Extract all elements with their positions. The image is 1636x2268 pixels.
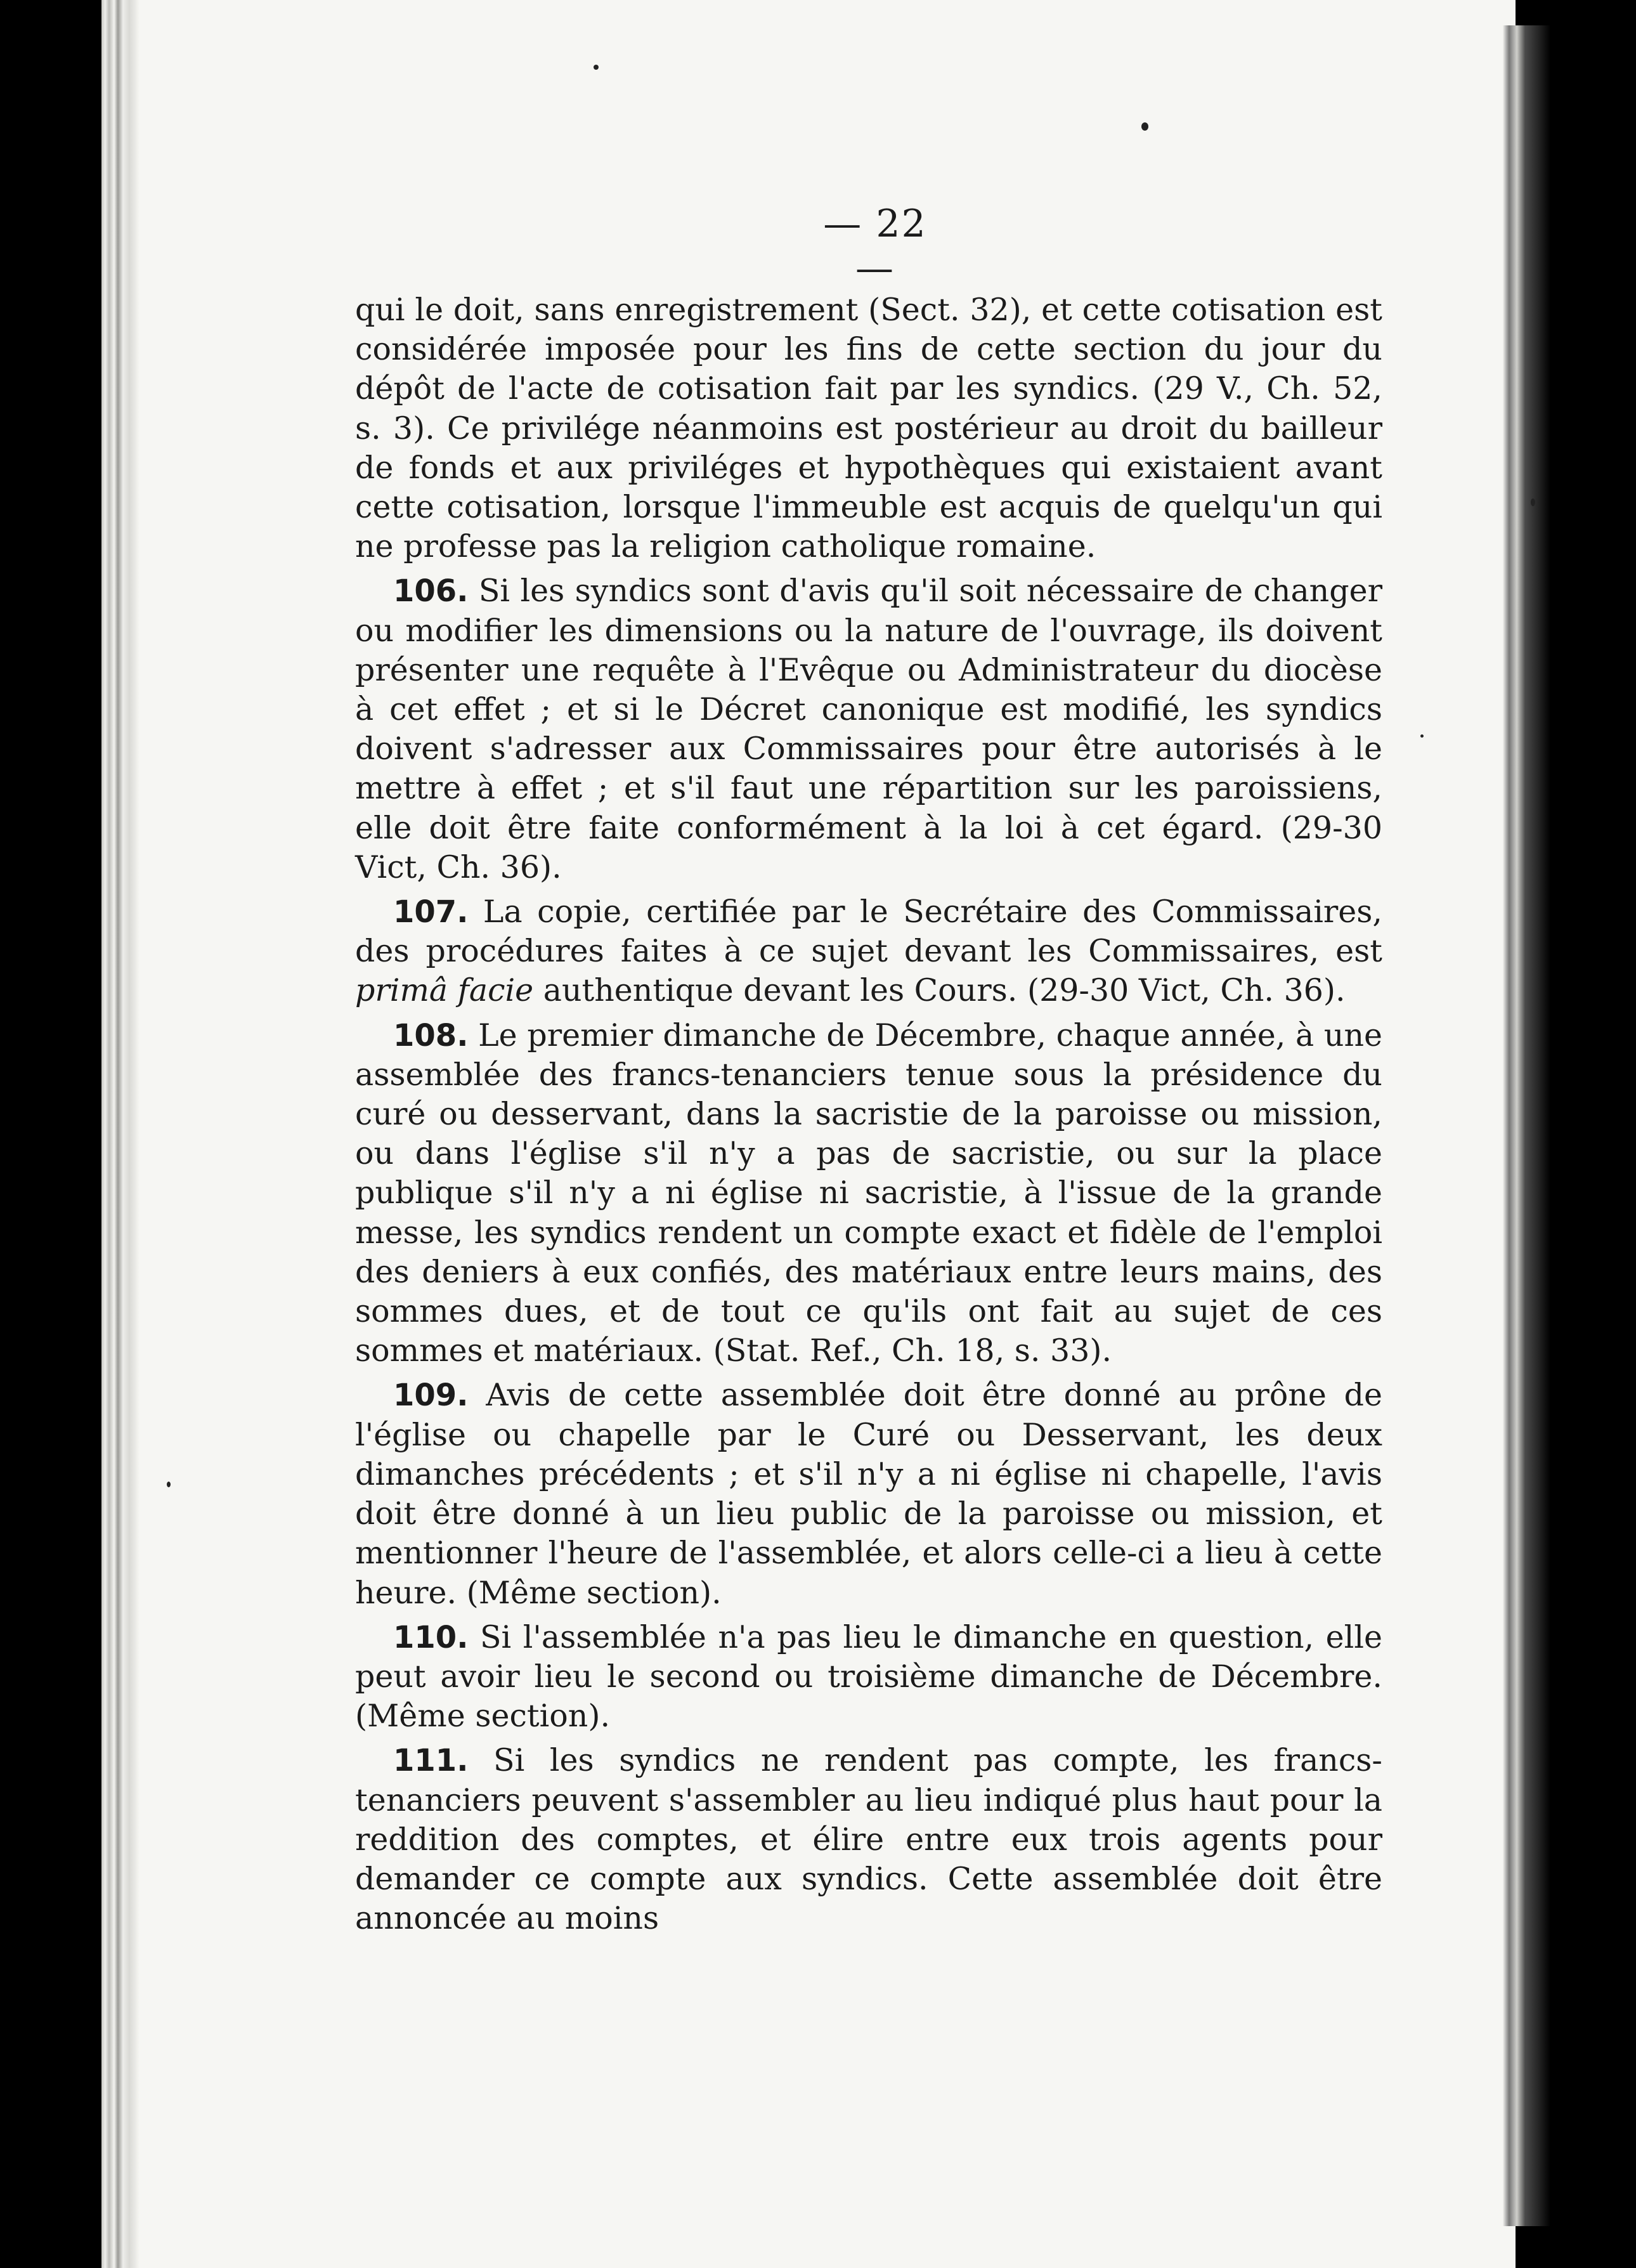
paragraph-text: Si l'assemblée n'a pas lieu le dimanche en question, elle peut avoir lieu le second ou troisième dimanche de Décembre. (Même section). — [355, 1619, 1382, 1735]
ink-speck — [1141, 122, 1148, 131]
paragraph-number: 110. — [393, 1619, 469, 1655]
paragraph-text: Si les syndics ne rendent pas compte, les francs-tenanciers peuvent s'assembler au lieu indiqué plus haut pour la reddition des comptes, et élire entre eux trois agents pour demander ce compte aux syndics. Cette assemblée doit être annoncée au moins — [355, 1742, 1382, 1937]
ink-speck — [594, 65, 599, 70]
paragraph-number: 106. — [393, 573, 469, 609]
book-spine — [101, 0, 140, 2268]
ink-speck — [1531, 499, 1535, 506]
paragraph-text: La copie, certifiée par le Secrétaire des Commissaires, des procédures faites à ce sujet devant les Commissaires, est — [355, 894, 1383, 970]
paragraph-text: authentique devant les Cours. (29-30 Vict, Ch. 36). — [543, 972, 1346, 1009]
page-edge — [1503, 25, 1550, 2226]
paragraph-number: 107. — [393, 894, 469, 930]
paragraph-text: Avis de cette assemblée doit être donné au prône de l'église ou chapelle par le Curé ou Desservant, les deux dimanches précédents ; et s'il n'y a ni église ni chapelle, l'avis doit être donné à un lieu public de la paroisse ou mission, et mentionner l'heure de l'assemblée, et alors celle-ci a lieu à cette heure. (Même section). — [355, 1377, 1383, 1611]
ink-speck — [1420, 734, 1424, 738]
body-text — [355, 190, 1382, 1943]
paragraph-number: 108. — [393, 1017, 469, 1053]
paragraph-text: qui le doit, sans enregistrement (Sect. 32), et cette cotisation est considérée imposée pour les fins de cette section du jour du dépôt de l'acte de cotisation fait par les syndics. (29 V., Ch. 52, s. 3). Ce privilége néanmoins est postérieur au droit du bailleur de fonds et aux priviléges et hypothèques qui existaient avant cette cotisation, lorsque l'immeuble est acquis de quelqu'un qui ne professe pas la religion catholique romaine. — [355, 292, 1382, 565]
paragraph-110 — [355, 1618, 1382, 1737]
paragraph-107 — [355, 892, 1382, 1011]
paragraph-108 — [355, 1016, 1382, 1371]
page-number: — 22 — — [823, 202, 927, 290]
ink-speck — [167, 1482, 171, 1487]
paragraph-text: Le premier dimanche de Décembre, chaque année, à une assemblée des francs-tenanciers tenue sous la présidence du curé ou desservant, dans la sacristie de la paroisse ou mission, ou dans l'église s'il n'y a pas de sacristie, ou sur la place publique s'il n'y a ni église ni sacristie, à l'issue de la grande messe, les syndics rendent un compte exact et fidèle de l'emploi des deniers à eux confiés, des matériaux entre leurs mains, des sommes dues, et de tout ce qu'ils ont fait au sujet de ces sommes et matériaux. (Stat. Ref., Ch. 18, s. 33). — [355, 1017, 1383, 1369]
paragraph-continuation — [355, 290, 1382, 566]
paragraph-109 — [355, 1376, 1382, 1612]
italic-phrase: primâ facie — [355, 972, 534, 1009]
paragraph-number: 109. — [393, 1378, 469, 1414]
paragraph-text: Si les syndics sont d'avis qu'il soit nécessaire de changer ou modifier les dimensions ou la nature de l'ouvrage, ils doivent présenter une requête à l'Evêque ou Administrateur du diocèse à cet effet ; et si le Décret canonique est modifié, les syndics doivent s'adresser aux Commissaires pour être autorisés à le mettre à effet ; et s'il faut une répartition sur les paroissiens, elle doit être faite conformément à la loi à cet égard. (29-30 Vict, Ch. 36). — [355, 573, 1383, 885]
paragraph-111 — [355, 1741, 1382, 1938]
paragraph-number: 111. — [393, 1743, 469, 1779]
paragraph-106 — [355, 571, 1382, 887]
